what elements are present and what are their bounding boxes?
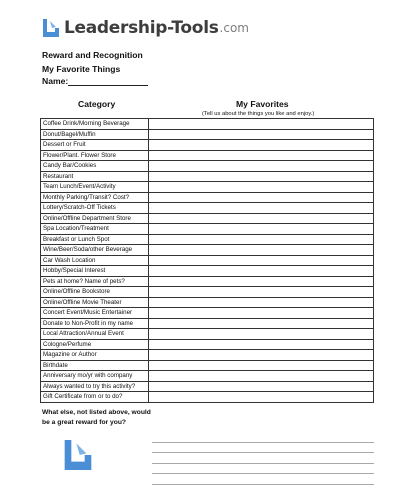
table-row (41, 224, 374, 235)
favorite-input-cell[interactable] (149, 224, 374, 235)
favorite-input-cell[interactable] (149, 182, 374, 193)
table-row (41, 192, 374, 203)
category-cell: Candy Bar/Cookies (41, 161, 149, 172)
favorite-input-cell[interactable] (149, 129, 374, 140)
answer-line[interactable] (152, 443, 374, 454)
footer-logo (63, 438, 93, 477)
logo-name: Leadership-Tools (64, 18, 219, 38)
table-row (41, 234, 374, 245)
favorites-column-header: My Favorites (236, 99, 289, 109)
table-row (41, 150, 374, 161)
answer-lines[interactable] (152, 432, 374, 485)
favorites-note: (Tell us about the things you like and enjoy.) (202, 111, 315, 117)
category-cell: Restaurant (41, 171, 149, 182)
category-cell: Birthdate (41, 360, 149, 371)
category-cell: Donut/Bagel/Muffin (41, 129, 149, 140)
favorite-input-cell[interactable] (149, 381, 374, 392)
favorite-input-cell[interactable] (149, 255, 374, 266)
category-cell: Lottery/Scratch-Off Tickets (41, 203, 149, 214)
answer-line[interactable] (152, 474, 374, 485)
favorites-table (40, 118, 374, 403)
table-row (41, 255, 374, 266)
category-cell: Online/Offline Department Store (41, 213, 149, 224)
favorite-input-cell[interactable] (149, 276, 374, 287)
category-cell: Online/Offline Movie Theater (41, 297, 149, 308)
category-cell: Donate to Non-Profit in my name (41, 318, 149, 329)
table-row (41, 129, 374, 140)
favorite-input-cell[interactable] (149, 287, 374, 298)
table-row (41, 339, 374, 350)
favorite-input-cell[interactable] (149, 245, 374, 256)
favorite-input-cell[interactable] (149, 171, 374, 182)
favorite-input-cell[interactable] (149, 308, 374, 319)
favorite-input-cell[interactable] (149, 329, 374, 340)
category-cell: Wine/Beer/Soda/other Beverage (41, 245, 149, 256)
category-cell: Car Wash Location (41, 255, 149, 266)
table-row (41, 297, 374, 308)
category-cell: Coffee Drink/Morning Beverage (41, 119, 149, 130)
category-cell: Pets at home? Name of pets? (41, 276, 149, 287)
category-cell: Flower/Plant. Flower Store (41, 150, 149, 161)
logo-domain: .com (219, 21, 249, 35)
table-row (41, 392, 374, 403)
table-row (41, 381, 374, 392)
name-field (42, 76, 148, 86)
favorite-input-cell[interactable] (149, 150, 374, 161)
favorite-input-cell[interactable] (149, 213, 374, 224)
favorite-input-cell[interactable] (149, 339, 374, 350)
table-row (41, 203, 374, 214)
category-cell: Cologne/Perfume (41, 339, 149, 350)
category-cell: Breakfast or Lunch Spot (41, 234, 149, 245)
table-row (41, 213, 374, 224)
leadership-tools-footer-icon (63, 438, 93, 472)
answer-line[interactable] (152, 432, 374, 443)
category-cell: Monthly Parking/Transit? Cost? (41, 192, 149, 203)
favorite-input-cell[interactable] (149, 203, 374, 214)
favorite-input-cell[interactable] (149, 234, 374, 245)
table-row (41, 287, 374, 298)
table-row (41, 182, 374, 193)
table-row (41, 360, 374, 371)
table-row (41, 161, 374, 172)
category-cell: Team Lunch/Event/Activity (41, 182, 149, 193)
favorite-input-cell[interactable] (149, 318, 374, 329)
category-cell: Always wanted to try this activity? (41, 381, 149, 392)
favorite-input-cell[interactable] (149, 297, 374, 308)
name-label: Name: (42, 76, 69, 86)
table-row (41, 318, 374, 329)
favorite-input-cell[interactable] (149, 371, 374, 382)
table-row (41, 171, 374, 182)
table-row (41, 140, 374, 151)
table-row (41, 119, 374, 130)
table-row (41, 308, 374, 319)
leadership-tools-logo-icon (42, 18, 60, 38)
category-cell: Gift Certificate from or to do? (41, 392, 149, 403)
table-row (41, 266, 374, 277)
table-row (41, 371, 374, 382)
favorite-input-cell[interactable] (149, 192, 374, 203)
extra-reward-question: What else, not listed above, would be a great reward for you? (42, 409, 151, 426)
answer-line[interactable] (152, 464, 374, 475)
favorite-input-cell[interactable] (149, 266, 374, 277)
favorite-input-cell[interactable] (149, 119, 374, 130)
document-title: Reward and Recognition (42, 50, 143, 60)
category-cell: Local Attraction/Annual Event (41, 329, 149, 340)
category-cell: Dessert or Fruit (41, 140, 149, 151)
favorite-input-cell[interactable] (149, 392, 374, 403)
table-row (41, 245, 374, 256)
category-cell: Online/Offline Bookstore (41, 287, 149, 298)
favorite-input-cell[interactable] (149, 161, 374, 172)
category-cell: Magazine or Author (41, 350, 149, 361)
table-row (41, 350, 374, 361)
category-cell: Spa Location/Treatment (41, 224, 149, 235)
answer-line[interactable] (152, 453, 374, 464)
category-cell: Hobby/Special Interest (41, 266, 149, 277)
document-subtitle: My Favorite Things (42, 64, 121, 74)
category-cell: Concert Event/Music Entertainer (41, 308, 149, 319)
favorite-input-cell[interactable] (149, 360, 374, 371)
favorite-input-cell[interactable] (149, 140, 374, 151)
category-column-header: Category (78, 99, 116, 109)
favorite-input-cell[interactable] (149, 350, 374, 361)
table-row (41, 276, 374, 287)
name-input-line[interactable] (68, 77, 148, 86)
brand-logo (42, 16, 249, 40)
table-row (41, 329, 374, 340)
category-cell: Anniversary mo/yr with company (41, 371, 149, 382)
